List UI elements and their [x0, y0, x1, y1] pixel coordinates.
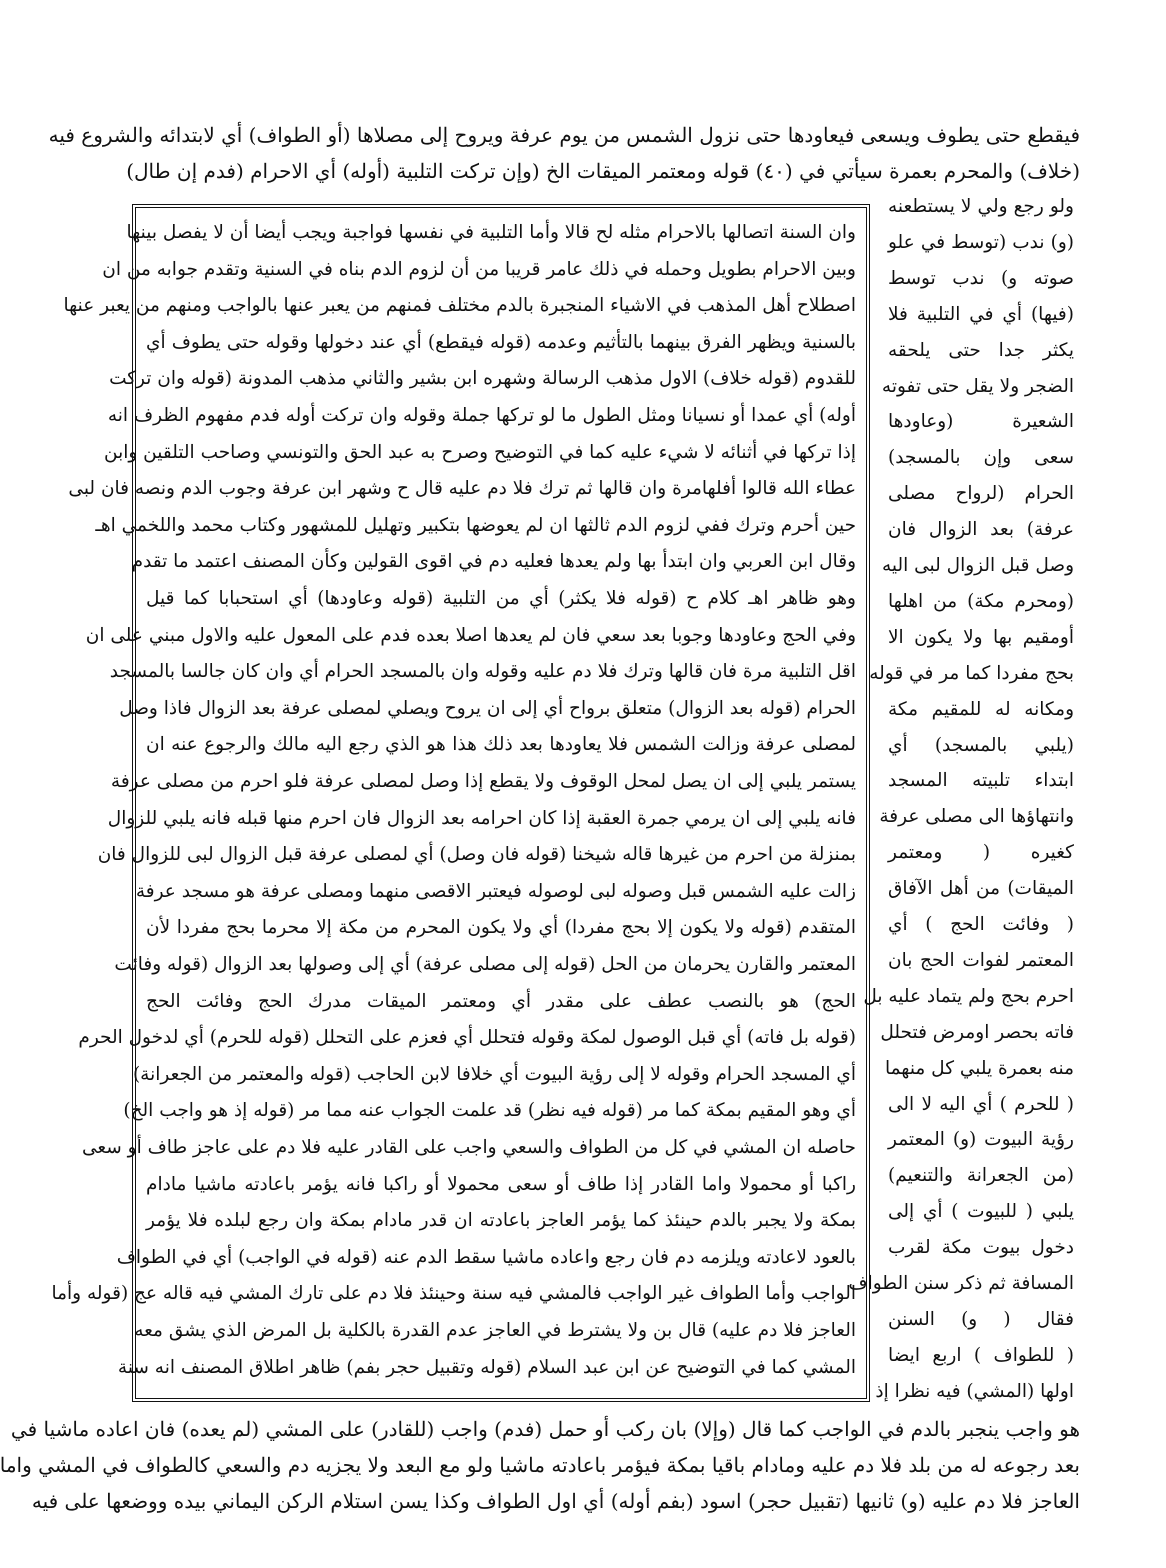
side-line: يكثر جدا حتى يلحقه — [888, 339, 1074, 361]
commentary-line: العاجز فلا دم عليه) قال بن ولا يشترط في العاجز عدم القدرة بالكلية بل المرض الذي يشق معه — [134, 1320, 856, 1341]
commentary-line: يستمر يلبي إلى ان يصل لمحل الوقوف ولا يقطع إذا وصل لمصلى عرفة فلو احرم من مصلى عرفة — [110, 771, 856, 792]
commentary-line: الحج) هو بالنصب عطف على مقدر أي ومعتمر الميقات مدرك الحج وفائت الحج — [146, 990, 856, 1012]
commentary-line: وبين الاحرام بطويل وحمله في ذلك عامر قريبا من أن لزوم الدم بناه في السنية وتقدم جوابه من ان — [102, 258, 856, 280]
commentary-line: وقال ابن العربي وان ابتدأ بها ولم يعدها فعليه دم في اقوى القولين وكأن المصنف اعتمد ما تقدم — [131, 551, 856, 573]
commentary-line: حاصله ان المشي في كل من الطواف والسعي واجب على القادر عليه فلا دم على عاجز طاف أو سعى — [81, 1137, 856, 1158]
side-line: كغيره ( ومعتمر — [888, 842, 1074, 864]
commentary-line: بمنزلة من احرم من غيرها قاله شيخنا (قوله فان وصل) أي لمصلى عرفة قبل الزوال لبى للزوال فان — [97, 844, 856, 866]
commentary-text — [51, 214, 856, 1392]
side-line: رؤية البيوت (و) المعتمر — [888, 1129, 1074, 1151]
commentary-line: اقل التلبية مرة فان قالها وترك فلا دم عليه وقوله وان بالمسجد الحرام أي وان كان جالسا بالمسجد — [109, 661, 856, 683]
side-line: ( للطواف ) اربع ايضا — [888, 1344, 1074, 1366]
commentary-line: بمكة ولا يجبر بالدم حينئذ كما يؤمر العاجز باعادته ان قدر مادام بمكة وان رجع لبلده فلا يؤمر — [146, 1210, 856, 1232]
side-line: ( وفائت الحج ) أي — [888, 914, 1074, 935]
side-line: (يلبي بالمسجد) أي — [888, 734, 1074, 756]
commentary-line: الحرام (قوله بعد الزوال) متعلق برواح أي إلى ان يروح ويصلي لمصلى عرفة بعد الزوال فاذا وصل — [119, 697, 856, 719]
side-line: ومكانه له للمقيم مكة — [888, 698, 1074, 720]
commentary-line: زالت عليه الشمس قبل وصوله لبى لوصوله فيعتبر الاقصى منهما ومصلى عرفة هو مسجد عرفة — [135, 880, 856, 902]
commentary-line: أي وهو المقيم بمكة كما مر (قوله فيه نظر) قد علمت الجواب عنه مما مر (قوله إذ هو واجب الخ) — [123, 1100, 856, 1122]
side-line: وانتهاؤها الى مصلى عرفة — [879, 806, 1074, 828]
side-line: اولها (المشي) فيه نظرا إذ — [875, 1380, 1074, 1402]
commentary-line: وفي الحج وعاودها وجوبا بعد سعي فان لم يعدها اصلا بعده فدم على المعول عليه والاول مبني على ان — [85, 624, 856, 646]
side-line: صوته و) ندب توسط — [888, 267, 1074, 289]
top-line: فيقطع حتى يطوف ويسعى فيعاودها حتى نزول الشمس من يوم عرفة ويروح إلى مصلاها (أو الطواف) أي لابتدائه والشروع فيه — [48, 123, 1080, 147]
side-line: الشعيرة (وعاودها — [888, 411, 1074, 433]
side-line: يلبي ( للبيوت ) أي إلى — [888, 1201, 1074, 1223]
commentary-line: فانه يلبي إلى ان يرمي جمرة العقبة إذا كان احرامه بعد الزوال فان احرم منها قبله فانه يلبي للزوال — [107, 807, 856, 829]
commentary-line: أي المسجد الحرام وقوله لا إلى رؤية البيوت أي خلافا لابن الحاجب (قوله والمعتمر من الجعرانة) — [132, 1063, 856, 1085]
commentary-line: وهو ظاهر اهـ كلام ح (قوله فلا يكثر) أي من التلبية (قوله وعاودها) أي استحبابا كما قيل — [146, 588, 856, 609]
side-line: منه بعمرة يلبي كل منهما — [884, 1057, 1074, 1079]
side-line: (و) ندب (توسط في علو — [888, 231, 1074, 253]
side-line: فاته بحصر اومرض فتحلل — [880, 1021, 1074, 1043]
commentary-line: عطاء الله قالوا أفلهامرة وان قالها ثم ترك فلا دم عليه قال ح وشهر ابن عرفة وجوب الدم ونصه فان لبى — [68, 478, 856, 500]
commentary-line: المعتمر والقارن يحرمان من الحل (قوله إلى مصلى عرفة) أي إلى وصولها بعد الزوال (قوله وفائت — [114, 954, 856, 975]
side-line: المعتمر لفوات الحج بان — [888, 949, 1074, 971]
commentary-line: الواجب وأما الطواف غير الواجب فالمشي فيه سنة وحينئذ فلا دم على تارك المشي فيه قاله عج (قوله وأما — [51, 1283, 856, 1305]
side-line: عرفة) بعد الزوال فان — [888, 519, 1074, 541]
side-line: الحرام (لرواح مصلى — [888, 483, 1074, 505]
side-line: الميقات) من أهل الآفاق — [888, 878, 1074, 900]
commentary-line: بالسنية ويظهر الفرق بينهما بالتأثيم وعدمه (قوله فيقطع) أي عند دخولها وقوله حتى يطوف أي — [146, 331, 856, 353]
side-line: (من الجعرانة والتنعيم) — [888, 1165, 1074, 1187]
commentary-line: لمصلى عرفة وزالت الشمس فلا يعاودها بعد ذلك هذا هو الذي رجع اليه مالك والرجوع عنه ان — [146, 734, 856, 756]
side-line: ابتداء تلبيته المسجد — [888, 770, 1074, 792]
commentary-line: بالعود لاعادته ويلزمه دم فان رجع واعاده ماشيا سقط الدم عنه (قوله في الواجب) أي في الطواف — [116, 1246, 856, 1268]
side-line: أومقيم بها ولا يكون الا — [888, 626, 1074, 648]
commentary-line: راكبا أو محمولا واما القادر إذا طاف أو سعى محمولا أو راكبا فانه يؤمر باعادته ماشيا مادام — [146, 1173, 856, 1195]
commentary-line: أوله) أي عمدا أو نسيانا ومثل الطول ما لو تركها جملة وقوله وان تركت أوله فدم مفهوم الظرف انه — [107, 405, 856, 426]
commentary-line: وان السنة اتصالها بالاحرام مثله لح قالا وأما التلبية في نفسها فواجبة ويجب أيضا أن لا يفصل بينها — [126, 222, 856, 243]
side-line: فقال ( و) السنن — [888, 1308, 1074, 1330]
commentary-line: إذا تركها في أثنائه لا شيء عليه كما في التوضيح وصرح به عبد الحق والتونسي وصاحب التلقين وابن — [104, 441, 856, 463]
top-line: (خلاف) والمحرم بعمرة سيأتي في (٤٠) قوله ومعتمر الميقات الخ (وإن تركت التلبية (أوله) أي الاحرام (فدم إن طال) — [126, 159, 1080, 183]
commentary-box — [51, 204, 870, 1402]
commentary-line: للقدوم (قوله خلاف) الاول مذهب الرسالة وشهره ابن بشير والثاني مذهب المدونة (قوله وان تركت — [109, 368, 856, 390]
side-line: المسافة ثم ذكر سنن الطواف — [848, 1273, 1074, 1294]
side-line: بحج مفردا كما مر في قوله — [869, 662, 1074, 684]
side-line: وصل قبل الزوال لبى اليه — [881, 555, 1074, 576]
commentary-line: المتقدم (قوله ولا يكون إلا بحج مفردا) أي ولا يكون المحرم من مكة إلا محرما بحج مفردا لأن — [146, 917, 856, 939]
side-line: (فيها) أي في التلبية فلا — [888, 303, 1074, 325]
bottom-line: بعد رجوعه له من بلد فلا دم عليه ومادام باقيا بمكة فيؤمر باعادته ماشيا ولو مع البعد ولا يجزيه دم والسعي كالطواف في المشي واما — [0, 1453, 1080, 1477]
side-line: دخول بيوت مكة لقرب — [888, 1237, 1074, 1259]
commentary-line: المشي كما في التوضيح عن ابن عبد السلام (قوله وتقبيل حجر بفم) ظاهر اطلاق المصنف انه سنة — [117, 1356, 856, 1378]
bottom-line: العاجز فلا دم عليه (و) ثانيها (تقبيل حجر) اسود (بفم أوله) أي اول الطواف وكذا يسن استلام الركن اليماني بيده ووضعها على فيه — [31, 1489, 1080, 1513]
side-line: (ومحرم مكة) من اهلها — [888, 590, 1074, 612]
commentary-line: حين أحرم وترك ففي لزوم الدم ثالثها ان لم يعوضها بتكبير وتهليل للمشهور وكتاب محمد واللخمي اهـ — [95, 514, 856, 536]
side-line: احرم بحج ولم يتماد عليه بل — [863, 985, 1074, 1007]
side-line: الضجر ولا يقل حتى تفوته — [881, 375, 1074, 397]
commentary-line: (قوله بل فاته) أي قبل الوصول لمكة وقوله فتحلل أي فعزم على التحلل (قوله للحرم) أي لدخول الحرم — [78, 1027, 856, 1049]
commentary-line: اصطلاح أهل المذهب في الاشياء المنجبرة بالدم مختلف فمنهم من يعبر عنها بالواجب ومنهم من يعبر عنها — [63, 295, 856, 317]
side-line: ولو رجع ولي لا يستطعنه — [888, 196, 1074, 217]
side-line: سعى وإن بالمسجد) — [888, 447, 1074, 469]
side-line: ( للحرم ) أي اليه لا الى — [888, 1093, 1074, 1115]
bottom-line: هو واجب ينجبر بالدم في الواجب كما قال (وإلا) بان ركب أو حمل (فدم) واجب (للقادر) على المشي (لم يعده) فان اعاده ماشيا في — [10, 1417, 1080, 1441]
